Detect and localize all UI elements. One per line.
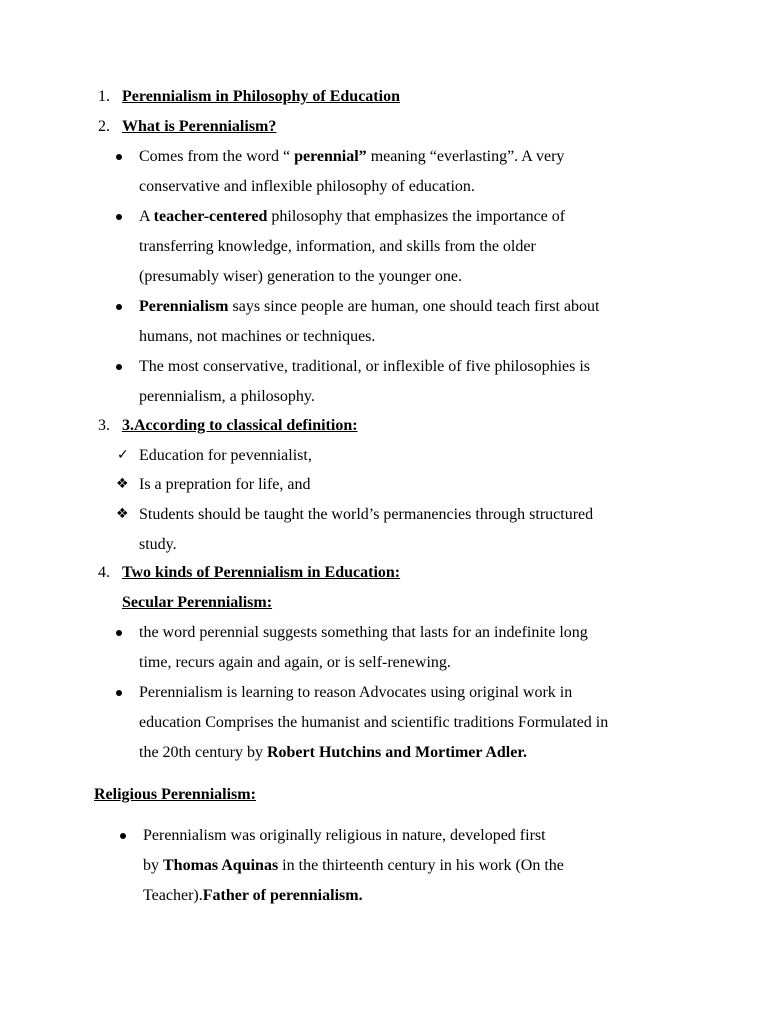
- s2-bullet-2-line-1: A teacher-centered philosophy that emphasizes the importance of: [139, 208, 566, 225]
- religious-perennialism-title: Religious Perennialism:: [94, 786, 256, 803]
- s3-check-item: Education for pevennialist,: [139, 447, 312, 464]
- secular-perennialism-subtitle: Secular Perennialism:: [122, 594, 273, 611]
- section-4-title: Two kinds of Perennialism in Education:: [122, 564, 401, 581]
- s3-diamond-item-2-line-2: study.: [139, 536, 177, 553]
- bullet-icon: [120, 833, 126, 839]
- section-3-title: 3.According to classical definition:: [122, 417, 358, 434]
- bullet-icon: [116, 154, 122, 160]
- s4-bullet-1-line-1: the word perennial suggests something that lasts for an indefinite long: [139, 624, 588, 641]
- s2-bullet-1-line-2: conservative and inflexible philosophy of education.: [139, 178, 475, 195]
- section-2-number: 2.: [98, 118, 110, 135]
- bullet-icon: [116, 690, 122, 696]
- religious-bullet-line-1: Perennialism was originally religious in nature, developed first: [143, 827, 546, 844]
- bullet-icon: [116, 304, 122, 310]
- s3-diamond-item-1: Is a prepration for life, and: [139, 476, 311, 493]
- religious-bullet-line-3: Teacher).Father of perennialism.: [143, 887, 363, 904]
- religious-bullet-line-2: by Thomas Aquinas in the thirteenth century in his work (On the: [143, 857, 564, 874]
- bullet-icon: [116, 364, 122, 370]
- s3-diamond-item-2-line-1: Students should be taught the world’s permanencies through structured: [139, 506, 594, 523]
- section-1-number: 1.: [98, 88, 110, 105]
- s4-bullet-2-line-1: Perennialism is learning to reason Advocates using original work in: [139, 684, 573, 701]
- s2-bullet-1-line-1: Comes from the word “ perennial” meaning “everlasting”. A very: [139, 148, 565, 165]
- diamond-bullet-icon: ❖: [116, 476, 129, 492]
- s2-bullet-3-line-2: humans, not machines or techniques.: [139, 328, 376, 345]
- checkmark-icon: ✓: [117, 447, 129, 463]
- bullet-icon: [116, 630, 122, 636]
- s2-bullet-2-line-3: (presumably wiser) generation to the younger one.: [139, 268, 463, 285]
- s4-bullet-1-line-2: time, recurs again and again, or is self-renewing.: [139, 654, 451, 671]
- section-4-number: 4.: [98, 564, 110, 581]
- diamond-bullet-icon: ❖: [116, 506, 129, 522]
- section-2-title: What is Perennialism?: [122, 118, 277, 135]
- s4-bullet-2-line-2: education Comprises the humanist and scientific traditions Formulated in: [139, 714, 609, 731]
- s2-bullet-4-line-2: perennialism, a philosophy.: [139, 388, 315, 405]
- section-1-title: Perennialism in Philosophy of Education: [122, 88, 400, 105]
- s2-bullet-4-line-1: The most conservative, traditional, or inflexible of five philosophies is: [139, 358, 591, 375]
- s4-bullet-2-line-3: the 20th century by Robert Hutchins and Mortimer Adler.: [139, 744, 527, 761]
- bullet-icon: [116, 214, 122, 220]
- section-3-number: 3.: [98, 417, 110, 434]
- s2-bullet-3-line-1: Perennialism says since people are human, one should teach first about: [139, 298, 600, 315]
- s2-bullet-2-line-2: transferring knowledge, information, and skills from the older: [139, 238, 536, 255]
